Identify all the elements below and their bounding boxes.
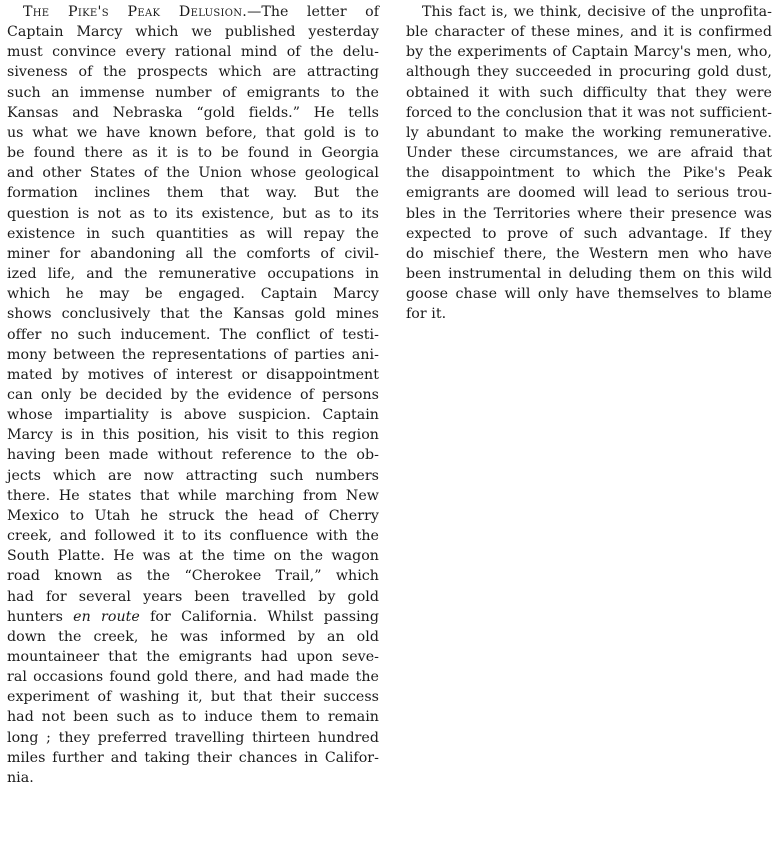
- text-line: ral occasions found gold there, and had made the: [7, 669, 379, 686]
- text-line: South Platte. He was at the time on the wagon: [7, 548, 379, 565]
- text-line: must convince every rational mind of the delu-: [7, 44, 379, 61]
- text-line: ly abundant to make the working remunerative.: [406, 124, 772, 141]
- text-line: bles in the Territories where their presence was: [406, 205, 772, 222]
- text-line: offer no such inducement. The conflict of testi-: [7, 326, 379, 343]
- text-line: do mischief there, the Western men who have: [406, 245, 772, 262]
- text-line: can only be decided by the evidence of persons: [7, 386, 379, 403]
- left-column: [7, 2, 379, 788]
- text-line: such an immense number of emigrants to the: [7, 84, 379, 101]
- text-line: shows conclusively that the Kansas gold mines: [7, 306, 379, 323]
- text-line: creek, and followed it to its confluence with the: [7, 528, 379, 545]
- text-line: jects which are now attracting such numbers: [7, 467, 379, 484]
- article-headline: The Pike's Peak Delusion.: [23, 4, 248, 20]
- text-line: ized life, and the remunerative occupations in: [7, 266, 379, 283]
- text-line: siveness of the prospects which are attracting: [7, 64, 379, 81]
- text-line: Kansas and Nebraska “gold fields.” He tells: [7, 104, 379, 121]
- text-line: obtained it with such difficulty that they were: [406, 84, 772, 101]
- text-line: down the creek, he was informed by an old: [7, 628, 379, 645]
- text-line: Marcy is in this position, his visit to this region: [7, 427, 379, 444]
- text-line: miles further and taking their chances in Califor-: [7, 749, 379, 766]
- text-line: long ; they preferred travelling thirteen hundred: [7, 729, 379, 746]
- text-line: had for several years been travelled by gold: [7, 588, 379, 605]
- text-line: mated by motives of interest or disappointment: [7, 366, 379, 383]
- text-line: by the experiments of Captain Marcy's men, who,: [406, 44, 772, 61]
- paragraph-first-line: This fact is, we think, decisive of the unprofita-: [422, 4, 772, 20]
- text-line: which he may be engaged. Captain Marcy: [7, 286, 379, 303]
- text-line: for it.: [406, 306, 447, 323]
- text-line: —The letter of: [247, 4, 379, 20]
- text-line: been instrumental in deluding them on this wild: [406, 266, 772, 283]
- text-line: miner for abandoning all the comforts of civil-: [7, 245, 379, 262]
- text-line: road known as the “Cherokee Trail,” which: [7, 568, 379, 585]
- text-line: the disappointment to which the Pike's Peak: [406, 165, 772, 182]
- text-line: expected to prove of such advantage. If they: [406, 225, 772, 242]
- text-line: had not been such as to induce them to remain: [7, 709, 379, 726]
- italic-phrase: en route: [73, 608, 140, 625]
- text-line: having been made without reference to the ob-: [7, 447, 379, 464]
- text-line: experiment of washing it, but that their success: [7, 689, 379, 706]
- text-line: there. He states that while marching from New: [7, 487, 379, 504]
- text-line: goose chase will only have themselves to blame: [406, 286, 772, 303]
- text-line: Mexico to Utah he struck the head of Cherry: [7, 507, 379, 524]
- text-line: nia.: [7, 769, 34, 786]
- text-line: be found there as it is to be found in Georgia: [7, 145, 379, 162]
- text-line: mountaineer that the emigrants had upon seve-: [7, 649, 379, 665]
- text-line: Under these circumstances, we are afraid that: [406, 145, 772, 162]
- text-line: although they succeeded in procuring gold dust,: [406, 64, 772, 81]
- text-line: emigrants are doomed will lead to serious trou-: [406, 185, 772, 202]
- right-column: [406, 2, 772, 325]
- text-line: existence in such quantities as will repay the: [7, 225, 379, 242]
- text-line: us what we have known before, that gold is to: [7, 124, 379, 141]
- text-line: ble character of these mines, and it is confirmed: [406, 24, 772, 41]
- text-line: mony between the representations of parties ani-: [7, 346, 379, 363]
- text-line: whose impartiality is above suspicion. Captain: [7, 407, 379, 424]
- text-line: formation inclines them that way. But the: [7, 185, 379, 202]
- article-first-line: [7, 2, 379, 22]
- text-line: hunters en route for California. Whilst passing: [7, 608, 379, 625]
- text-line: and other States of the Union whose geological: [7, 165, 379, 182]
- text-line: forced to the conclusion that it was not sufficient-: [406, 104, 772, 121]
- text-line: Captain Marcy which we published yesterday: [7, 24, 379, 41]
- text-line: question is not as to its existence, but as to its: [7, 205, 379, 222]
